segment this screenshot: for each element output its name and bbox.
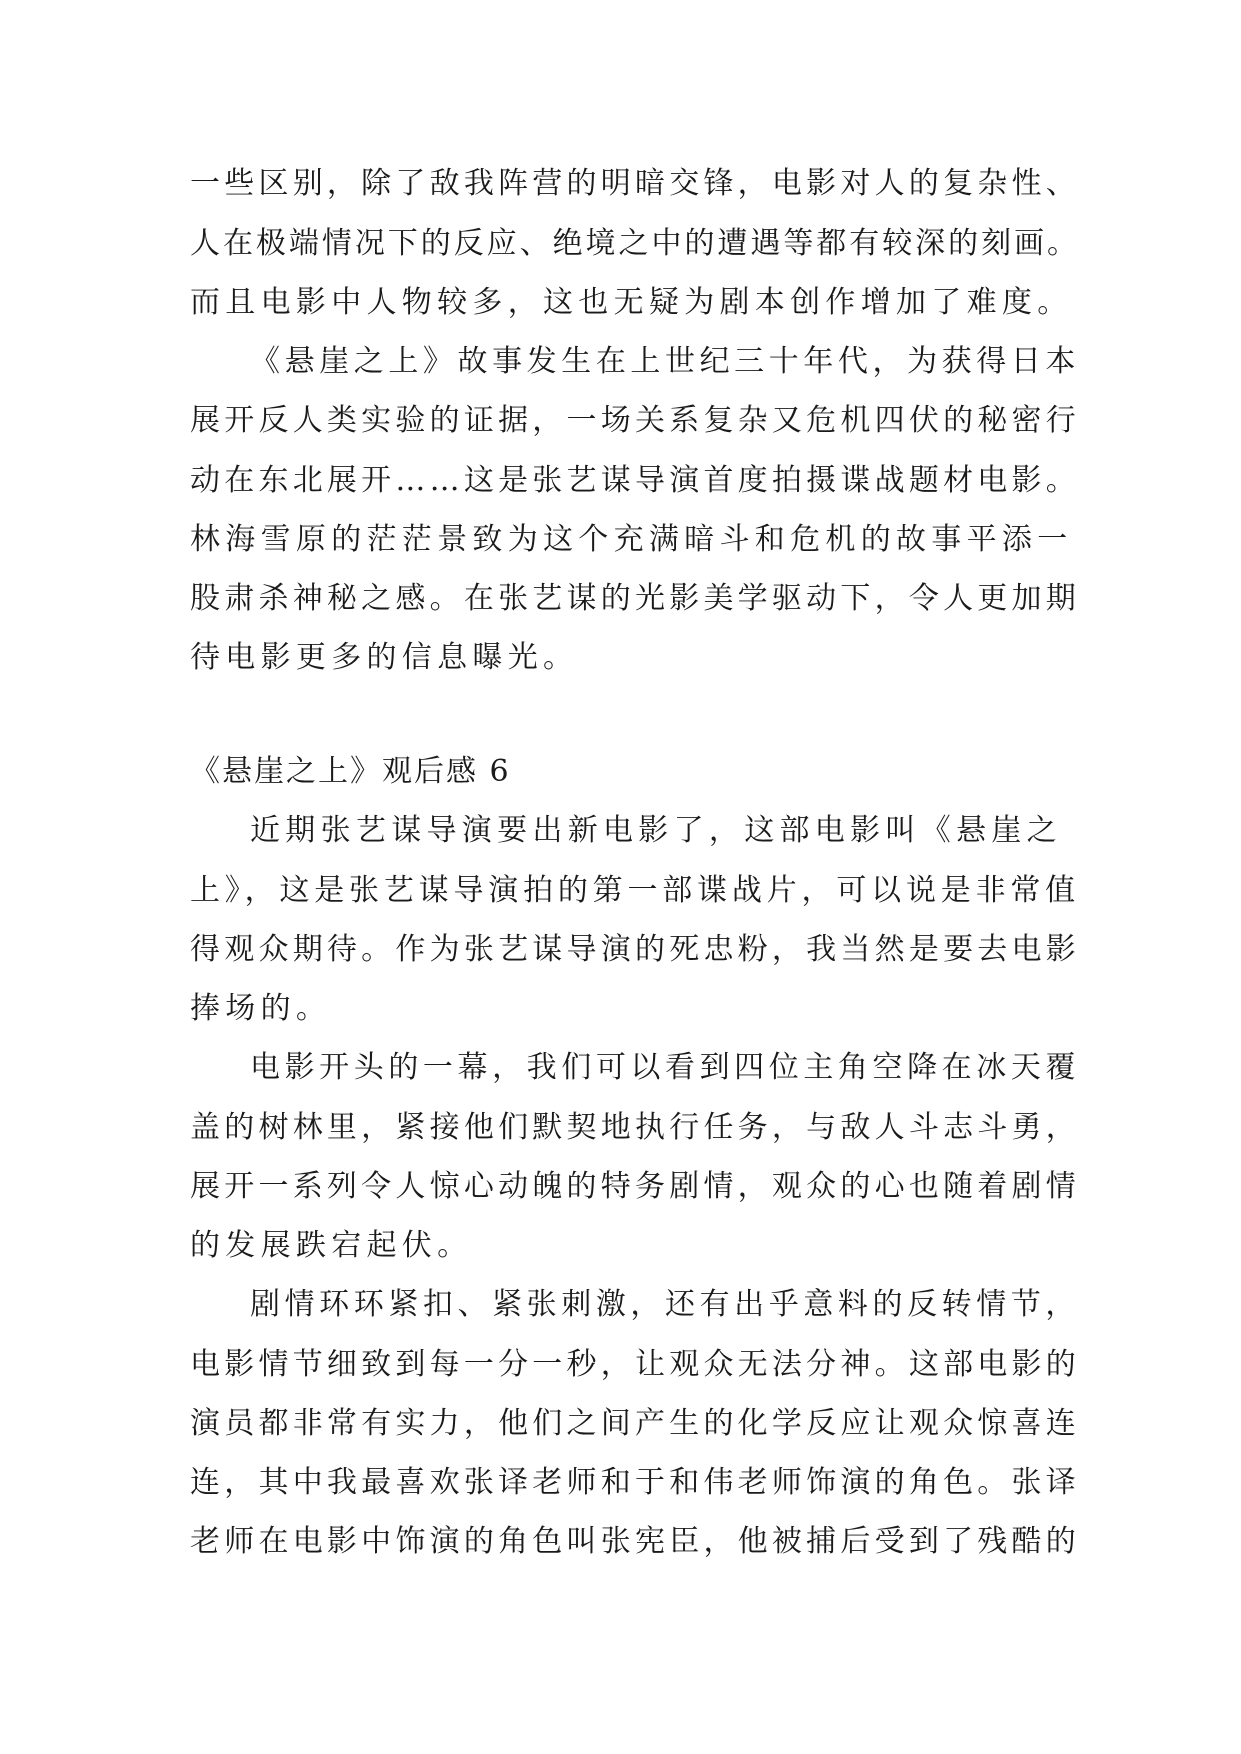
paragraph-line: 展开反人类实验的证据，一场关系复杂又危机四伏的秘密行 — [190, 403, 1080, 438]
paragraph-line: 演员都非常有实力，他们之间产生的化学反应让观众惊喜连 — [190, 1406, 1080, 1441]
paragraph-line: 的发展跌宕起伏。 — [190, 1228, 473, 1263]
paragraph-line: 展开一系列令人惊心动魄的特务剧情，观众的心也随着剧情 — [190, 1169, 1080, 1204]
paragraph-line: 林海雪原的茫茫景致为这个充满暗斗和危机的故事平添一 — [190, 522, 1073, 557]
paragraph-line: 剧情环环紧扣、紧张刺激，还有出乎意料的反转情节， — [250, 1287, 1080, 1322]
paragraph-line: 一些区别，除了敌我阵营的明暗交锋，电影对人的复杂性、 — [190, 166, 1080, 201]
paragraph-line: 电影情节细致到每一分一秒，让观众无法分神。这部电影的 — [190, 1347, 1080, 1382]
paragraph-line: 得观众期待。作为张艺谋导演的死忠粉，我当然是要去电影 — [190, 932, 1080, 967]
paragraph-line: 动在东北展开……这是张艺谋导演首度拍摄谍战题材电影。 — [190, 463, 1080, 498]
section-heading: 《悬崖之上》观后感 6 — [190, 754, 511, 789]
paragraph-line: 人在极端情况下的反应、绝境之中的遭遇等都有较深的刻画。 — [190, 226, 1080, 261]
paragraph-line: 而且电影中人物较多，这也无疑为剧本创作增加了难度。 — [190, 285, 1073, 320]
paragraph-line: 盖的树林里，紧接他们默契地执行任务，与敌人斗志斗勇， — [190, 1110, 1080, 1145]
paragraph-line: 连，其中我最喜欢张译老师和于和伟老师饰演的角色。张译 — [190, 1465, 1080, 1500]
paragraph-line: 电影开头的一幕，我们可以看到四位主角空降在冰天覆 — [250, 1050, 1080, 1085]
paragraph-line: 股肃杀神秘之感。在张艺谋的光影美学驱动下，令人更加期 — [190, 581, 1080, 616]
paragraph-line: 《悬崖之上》故事发生在上世纪三十年代，为获得日本 — [250, 344, 1080, 379]
paragraph-line: 近期张艺谋导演要出新电影了，这部电影叫《悬崖之 — [250, 813, 1062, 848]
paragraph-line: 待电影更多的信息曝光。 — [190, 640, 579, 675]
paragraph-line: 捧场的。 — [190, 991, 332, 1026]
paragraph-line: 老师在电影中饰演的角色叫张宪臣，他被捕后受到了残酷的 — [190, 1524, 1080, 1559]
paragraph-line: 上》，这是张艺谋导演拍的第一部谍战片，可以说是非常值 — [190, 873, 1080, 908]
